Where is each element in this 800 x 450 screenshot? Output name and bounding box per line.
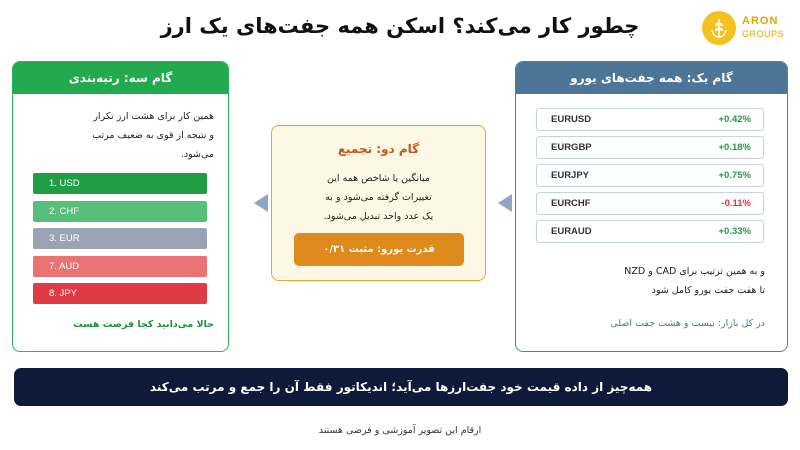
- summary-banner: همه‌چیز از داده قیمت خود جفت‌ارزها می‌آید؛ اندیکاتور فقط آن را جمع و مرتب می‌کند: [14, 368, 788, 406]
- rank-item-jpy: 8. JPY: [33, 283, 207, 304]
- pair-change: +0.18%: [718, 142, 751, 153]
- rank-item-eur: 3. EUR: [33, 228, 207, 249]
- step1-text-line2: تا هفت جفت یورو کامل شود: [651, 285, 765, 296]
- arrow-left-icon: [254, 194, 268, 212]
- brand-logo: [700, 8, 790, 48]
- step3-header: گام سه: رتبه‌بندی: [13, 62, 228, 94]
- step1-panel: [515, 61, 788, 352]
- rank-item-aud: 7. AUD: [33, 256, 207, 277]
- pair-symbol: EURCHF: [551, 198, 591, 209]
- brand-name: ARON: [742, 15, 779, 27]
- arrow-left-icon: [498, 194, 512, 212]
- step1-market-note: در کل بازار: بیست و هشت جفت اصلی: [610, 318, 765, 329]
- step2-header: گام دو: تجمیع: [337, 142, 420, 156]
- pair-symbol: EURAUD: [551, 226, 592, 237]
- footnote: ارقام این تصویر آموزشی و فرضی هستند: [318, 425, 482, 436]
- step3-description: [24, 107, 214, 164]
- pair-row-euraud: [536, 220, 764, 243]
- euro-pairs-list: [536, 108, 764, 248]
- step1-header: گام یک: همه جفت‌های یورو: [516, 62, 787, 94]
- step2-panel: [271, 125, 486, 281]
- pair-symbol: EURGBP: [551, 142, 592, 153]
- step3-footer: حالا می‌دانید کجا فرصت هست: [73, 319, 214, 330]
- wheat-logo-icon: [702, 11, 736, 45]
- step3-text-line1: همین کار برای هشت ارز تکرار: [93, 111, 214, 122]
- ranking-list: [33, 173, 207, 311]
- step1-description: [525, 262, 765, 300]
- step2-description: [272, 169, 485, 226]
- step2-text-line2: تغییرات گرفته می‌شود و به: [325, 192, 432, 203]
- brand-sub: GROUPS: [742, 29, 785, 39]
- pair-row-eurjpy: [536, 164, 764, 187]
- step3-text-line3: می‌شود.: [180, 149, 214, 160]
- step3-text-line2: و نتیجه از قوی به ضعیف مرتب: [92, 130, 214, 141]
- step3-panel: [12, 61, 229, 352]
- pair-symbol: EURJPY: [551, 170, 590, 181]
- pair-change: +0.75%: [718, 170, 751, 181]
- pair-symbol: EURUSD: [551, 114, 592, 125]
- step1-text-line1: و به همین ترتیب برای CAD و NZD: [624, 266, 765, 277]
- euro-strength-result: قدرت یورو: مثبت ۰/۳۱: [294, 233, 464, 266]
- step2-text-line1: میانگین یا شاخص همه این: [327, 173, 430, 184]
- pair-row-eurgbp: [536, 136, 764, 159]
- pair-row-eurusd: [536, 108, 764, 131]
- pair-change: +0.42%: [718, 114, 751, 125]
- pair-change: -0.11%: [721, 198, 751, 209]
- page-title: چطور کار می‌کند؟ اسکن همه جفت‌های یک ارز: [160, 14, 640, 38]
- pair-change: +0.33%: [718, 226, 751, 237]
- step2-text-line3: یک عدد واحد تبدیل می‌شود.: [323, 211, 434, 222]
- pair-row-eurchf: [536, 192, 764, 215]
- rank-item-usd: 1. USD: [33, 173, 207, 194]
- rank-item-chf: 2. CHF: [33, 201, 207, 222]
